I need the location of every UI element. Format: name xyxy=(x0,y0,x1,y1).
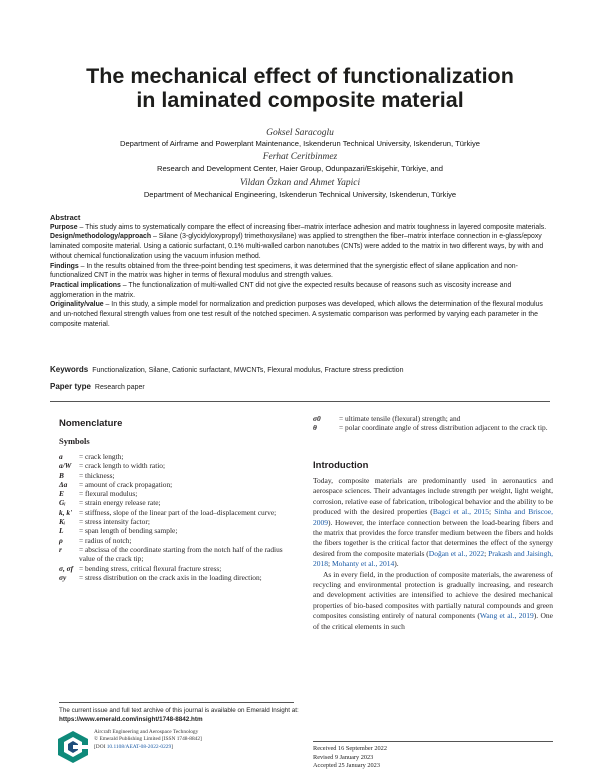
citation-link[interactable]: Prakash and Jaisingh, 2018 xyxy=(313,548,553,569)
title-line-1: The mechanical effect of functionalization xyxy=(86,64,514,88)
symbol-row: Δa = amount of crack propagation; xyxy=(59,479,173,489)
symbol-row: a/W = crack length to width ratio; xyxy=(59,461,166,471)
intro-paragraph: Today, composite materials are predominantly used in aeronautics and aerospace sciences. Their advantages include strength per weight, light weight, corrosion, relative ease of fabrication, tribological behavior and the ability to be produced with the desired properties (Bagci et al., 2015; Sinha and Briscoe, 2009). However, the interface connection between the load-bearing fibers and the matrix that provides the force transfer medium between the fibers and holds the fibers together is the critical factor that determines the effect of the synergy desired from the composite materials (Doğan et al., 2022; Prakash and Jaisingh, 2018; Mohanty et al., 2014). xyxy=(313,476,553,569)
symbol-row: r = abscissa of the coordinate starting from the notch half of the radius value of the crack tip; xyxy=(59,544,283,564)
introduction-body xyxy=(313,476,553,632)
archive-note: The current issue and full text archive of this journal is available on Emerald Insight at: https://www.emerald.com/insight/1748-8842.htm xyxy=(59,707,299,723)
introduction-heading: Introduction xyxy=(313,460,369,471)
symbol-row: Gᵢ = strain energy release rate; xyxy=(59,498,161,508)
journal-publisher: © Emerald Publishing Limited [ISSN 1748-8842] xyxy=(94,736,202,743)
paper-type: Paper type Research paper xyxy=(50,382,145,391)
emerald-logo-icon xyxy=(57,730,89,764)
symbols-heading: Symbols xyxy=(59,436,90,446)
journal-doi: [DOI 10.1108/AEAT-08-2022-0229] xyxy=(94,743,173,750)
symbol-row: σ, σf = bending stress, critical flexural fracture stress; xyxy=(59,563,222,573)
author-affiliation: Department of Mechanical Engineering, Iskenderun Technical University, Iskenderun, Türkiye xyxy=(143,190,457,199)
keywords: Keywords Functionalization, Silane, Cationic surfactant, MWCNTs, Flexural modulus, Fracture stress prediction xyxy=(50,365,404,374)
abstract-purpose: Purpose – This study aims to systematically compare the effect of increasing fiber–matrix interface adhesion and matrix toughness in layered composite materials. xyxy=(50,223,547,231)
abstract-heading: Abstract xyxy=(50,213,81,222)
symbol-row: a = crack length; xyxy=(59,452,124,461)
date-received: Received 16 September 2022 xyxy=(313,745,387,752)
symbol-row: σ0 = ultimate tensile (flexural) strength; and xyxy=(313,414,461,423)
citation-link[interactable]: Doğan et al., 2022 xyxy=(428,548,485,558)
citation-link[interactable]: Sinha and Briscoe, 2009 xyxy=(313,507,553,527)
symbol-row: B = thickness; xyxy=(59,470,115,480)
symbol-row: ρ = radius of notch; xyxy=(59,535,132,545)
footer-divider-right xyxy=(313,741,553,742)
symbol-row: E = flexural modulus; xyxy=(59,489,138,499)
section-divider xyxy=(50,401,550,402)
abstract-originality: Originality/value – In this study, a simple model for normalization and prediction purposes was developed, which allows the determination of the flexural modulus and un-notched flexural strength values from one test result of the notched specimen. A systematic comparison was performed by varying each parameter in the composite material. xyxy=(50,301,543,328)
symbol-row: k, k' = stiffness, slope of the linear part of the load–displacement curve; xyxy=(59,507,277,517)
symbol-row: Kᵢ = stress intensity factor; xyxy=(59,517,150,527)
citation-link[interactable]: Wang et al., 2019 xyxy=(479,611,534,621)
nomenclature-heading: Nomenclature xyxy=(59,418,123,429)
archive-link[interactable]: https://www.emerald.com/insight/1748-8842.htm xyxy=(59,715,203,723)
author-name: Goksel Saracoglu xyxy=(266,128,334,138)
date-accepted: Accepted 25 January 2023 xyxy=(313,762,380,770)
citation-link[interactable]: Mohanty et al., 2014 xyxy=(331,559,395,569)
date-revised: Revised 9 January 2023 xyxy=(313,753,374,761)
abstract xyxy=(50,213,550,329)
journal-info xyxy=(94,729,294,751)
article-dates xyxy=(313,745,387,771)
abstract-practical: Practical implications – The functionalization of multi-walled CNT did not give the expected results because of reasons such as viscosity increase and agglomeration in the matrix. xyxy=(50,281,512,299)
symbol-list xyxy=(59,452,289,582)
title-line-2: in laminated composite material xyxy=(136,88,464,112)
doi-link[interactable]: 10.1108/AEAT-08-2022-0229 xyxy=(106,743,172,750)
author-affiliation: Research and Development Center, Haier Group, Odunpazari/Eskişehir, Türkiye, and xyxy=(156,164,444,173)
intro-paragraph: As in every field, in the production of composite materials, the awareness of recycling and environmental protection is gradually increasing, and research and development activities are intensified to achieve the desired mechanical properties of bio-based composites with partially natural compounds and green composites consisting entirely of natural components (Wang et al., 2019). One of the critical elements in such xyxy=(313,569,553,631)
journal-name: Aircraft Engineering and Aerospace Technology xyxy=(94,729,199,735)
abstract-design: Design/methodology/approach – Silane (3-glycidyloxypropyl) trimethoxysilane) was applied to strengthen the fiber–matrix interface connection in e-glass/epoxy laminated composite material. Using a cationic surfactant, 0.1% multi-walled carbon nanotubes (CNTs) were added to the matrix in two different ways, by with and without chemical functionalization using the vacuum infusion method. xyxy=(50,233,544,260)
author-name: Ferhat Ceritbinmez xyxy=(262,152,338,162)
author-name: Vildan Özkan and Ahmet Yapici xyxy=(239,178,361,188)
symbol-list-continued xyxy=(313,414,553,433)
paper-title xyxy=(50,64,550,112)
abstract-findings: Findings – In the results obtained from the three-point bending test specimens, it was determined that the synergistic effect of silane application and non-functionalized CNT in the matrix was higher in terms of flexural modulus and strength values. xyxy=(50,262,518,280)
symbol-row: σy = stress distribution on the crack axis in the loading direction; xyxy=(59,572,262,582)
symbol-row: L = span length of bending sample; xyxy=(59,526,178,536)
author-affiliation: Department of Airframe and Powerplant Maintenance, Iskenderun Technical University, Iskenderun, Türkiye xyxy=(119,139,481,148)
symbol-row: θ = polar coordinate angle of stress distribution adjacent to the crack tip. xyxy=(313,423,548,433)
footer-divider-left xyxy=(59,702,294,703)
citation-link[interactable]: Bagci et al., 2015 xyxy=(432,507,490,517)
